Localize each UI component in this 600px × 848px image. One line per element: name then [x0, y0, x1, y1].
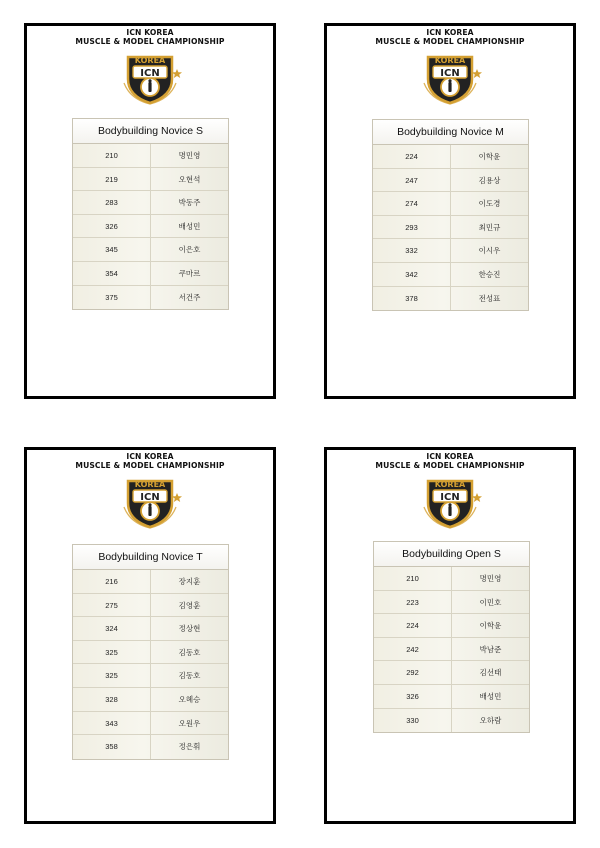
athlete-number: 216: [73, 570, 151, 593]
athlete-name: 오현석: [178, 174, 201, 184]
icn-korea-logo: [416, 473, 484, 529]
organizer-line-1: ICN KOREA: [426, 452, 474, 461]
athlete-name: 최민규: [478, 222, 501, 232]
logo-emblem: [116, 49, 184, 105]
figure-icon: [448, 506, 451, 516]
category-title: Bodybuilding Novice M: [373, 120, 528, 145]
athlete-name: 쿠마르: [178, 268, 201, 278]
athlete-number: 330: [374, 709, 452, 733]
athlete-name: 전성표: [478, 293, 501, 303]
athlete-name: 김선태: [479, 668, 502, 678]
athlete-name: 정상현: [178, 624, 201, 634]
organizer-line-2: MUSCLE & MODEL CHAMPIONSHIP: [75, 37, 225, 46]
athlete-name: 이시우: [478, 246, 501, 256]
organizer-line-1: ICN KOREA: [426, 28, 474, 37]
logo-word-top: KOREA: [134, 56, 166, 65]
athlete-name: 이도경: [478, 199, 501, 209]
table-row: [73, 570, 228, 594]
figure-head-icon: [148, 79, 151, 82]
result-card-novice-t: [24, 447, 276, 824]
table-row: [374, 567, 529, 591]
table-row: [374, 709, 529, 733]
organizer-line-2: MUSCLE & MODEL CHAMPIONSHIP: [75, 461, 225, 470]
table-row: [374, 638, 529, 662]
athlete-name: 장지훈: [178, 577, 201, 586]
athlete-number: 378: [373, 287, 451, 311]
star-icon: [472, 493, 482, 502]
logo-word-main: ICN: [440, 492, 460, 503]
athlete-name: 명민영: [178, 151, 201, 160]
logo-word-top: KOREA: [134, 480, 166, 489]
athlete-number: 354: [73, 262, 151, 285]
star-icon: [472, 69, 482, 78]
athlete-number: 293: [373, 216, 451, 239]
results-rows: [73, 570, 228, 759]
table-row: [373, 287, 528, 311]
icn-korea-logo: [416, 49, 484, 105]
results-table: [72, 118, 229, 310]
logo-emblem: [416, 473, 484, 529]
athlete-number: 343: [73, 712, 151, 735]
category-title: Bodybuilding Novice T: [73, 545, 228, 570]
athlete-number: 328: [73, 688, 151, 711]
athlete-number: 283: [73, 191, 151, 214]
figure-icon: [148, 506, 151, 516]
logo-emblem: [416, 49, 484, 105]
table-row: [73, 191, 228, 215]
logo-word-top: KOREA: [434, 56, 466, 65]
athlete-name: 명민영: [479, 574, 502, 583]
athlete-name: 김영훈: [178, 600, 201, 610]
athlete-name: 오혜승: [178, 694, 201, 704]
table-row: [73, 641, 228, 665]
athlete-name: 김용상: [478, 175, 501, 185]
logo-word-main: ICN: [140, 68, 160, 79]
icn-korea-logo: [116, 473, 184, 529]
table-row: [374, 614, 529, 638]
athlete-number: 324: [73, 617, 151, 640]
table-row: [73, 262, 228, 286]
category-title: Bodybuilding Novice S: [73, 119, 228, 144]
organizer-heading: [327, 28, 573, 46]
athlete-number: 247: [373, 169, 451, 192]
category-title: Bodybuilding Open S: [374, 542, 529, 567]
table-row: [373, 192, 528, 216]
figure-head-icon: [148, 503, 151, 506]
organizer-line-2: MUSCLE & MODEL CHAMPIONSHIP: [375, 37, 525, 46]
athlete-name: 박남준: [479, 644, 502, 654]
athlete-name: 오하람: [479, 715, 502, 725]
table-row: [374, 661, 529, 685]
table-row: [73, 594, 228, 618]
athlete-number: 224: [373, 145, 451, 168]
table-row: [73, 712, 228, 736]
athlete-number: 210: [374, 567, 452, 590]
athlete-number: 326: [374, 685, 452, 708]
table-row: [73, 168, 228, 192]
table-row: [373, 169, 528, 193]
results-table: [72, 544, 229, 760]
table-row: [374, 685, 529, 709]
athlete-name: 서건주: [178, 292, 201, 302]
table-row: [373, 145, 528, 169]
athlete-name: 김동호: [178, 647, 201, 657]
athlete-number: 274: [373, 192, 451, 215]
figure-icon: [148, 82, 151, 92]
figure-head-icon: [448, 79, 451, 82]
results-table: [372, 119, 529, 311]
athlete-number: 219: [73, 168, 151, 191]
athlete-number: 325: [73, 664, 151, 687]
athlete-number: 325: [73, 641, 151, 664]
organizer-line-1: ICN KOREA: [126, 28, 174, 37]
table-row: [73, 238, 228, 262]
star-icon: [172, 69, 182, 78]
athlete-name: 박동주: [178, 198, 201, 208]
athlete-name: 배성민: [178, 221, 201, 231]
table-row: [73, 286, 228, 310]
figure-icon: [448, 82, 451, 92]
athlete-number: 223: [374, 591, 452, 614]
table-row: [73, 144, 228, 168]
organizer-heading: [27, 28, 273, 46]
athlete-number: 358: [73, 735, 151, 759]
logo-word-main: ICN: [140, 492, 160, 503]
result-card-novice-m: [324, 23, 576, 399]
table-row: [373, 263, 528, 287]
athlete-number: 332: [373, 239, 451, 262]
star-icon: [172, 493, 182, 502]
athlete-name: 배성민: [479, 691, 502, 701]
results-rows: [73, 144, 228, 309]
organizer-line-2: MUSCLE & MODEL CHAMPIONSHIP: [375, 461, 525, 470]
athlete-name: 이민호: [479, 597, 502, 607]
results-rows: [374, 567, 529, 732]
figure-head-icon: [448, 503, 451, 506]
athlete-number: 275: [73, 594, 151, 617]
athlete-number: 326: [73, 215, 151, 238]
table-row: [73, 688, 228, 712]
table-row: [373, 239, 528, 263]
athlete-name: 한승진: [478, 269, 501, 279]
results-rows: [373, 145, 528, 310]
organizer-line-1: ICN KOREA: [126, 452, 174, 461]
results-table: [373, 541, 530, 733]
athlete-name: 오원우: [178, 718, 201, 728]
athlete-number: 292: [374, 661, 452, 684]
organizer-heading: [327, 452, 573, 470]
athlete-number: 342: [373, 263, 451, 286]
athlete-name: 김동호: [178, 671, 201, 681]
table-row: [73, 215, 228, 239]
logo-word-top: KOREA: [434, 480, 466, 489]
logo-word-main: ICN: [440, 68, 460, 79]
athlete-name: 정은휘: [178, 742, 201, 752]
athlete-name: 이학윤: [478, 152, 501, 161]
organizer-heading: [27, 452, 273, 470]
athlete-name: 이은호: [178, 245, 201, 255]
table-row: [73, 735, 228, 759]
athlete-number: 210: [73, 144, 151, 167]
athlete-number: 242: [374, 638, 452, 661]
athlete-name: 이학윤: [479, 621, 502, 631]
athlete-number: 224: [374, 614, 452, 637]
logo-emblem: [116, 473, 184, 529]
athlete-number: 345: [73, 238, 151, 261]
table-row: [73, 617, 228, 641]
table-row: [373, 216, 528, 240]
table-row: [73, 664, 228, 688]
athlete-number: 375: [73, 286, 151, 310]
result-card-novice-s: [24, 23, 276, 399]
result-card-open-s: [324, 447, 576, 824]
icn-korea-logo: [116, 49, 184, 105]
table-row: [374, 591, 529, 615]
